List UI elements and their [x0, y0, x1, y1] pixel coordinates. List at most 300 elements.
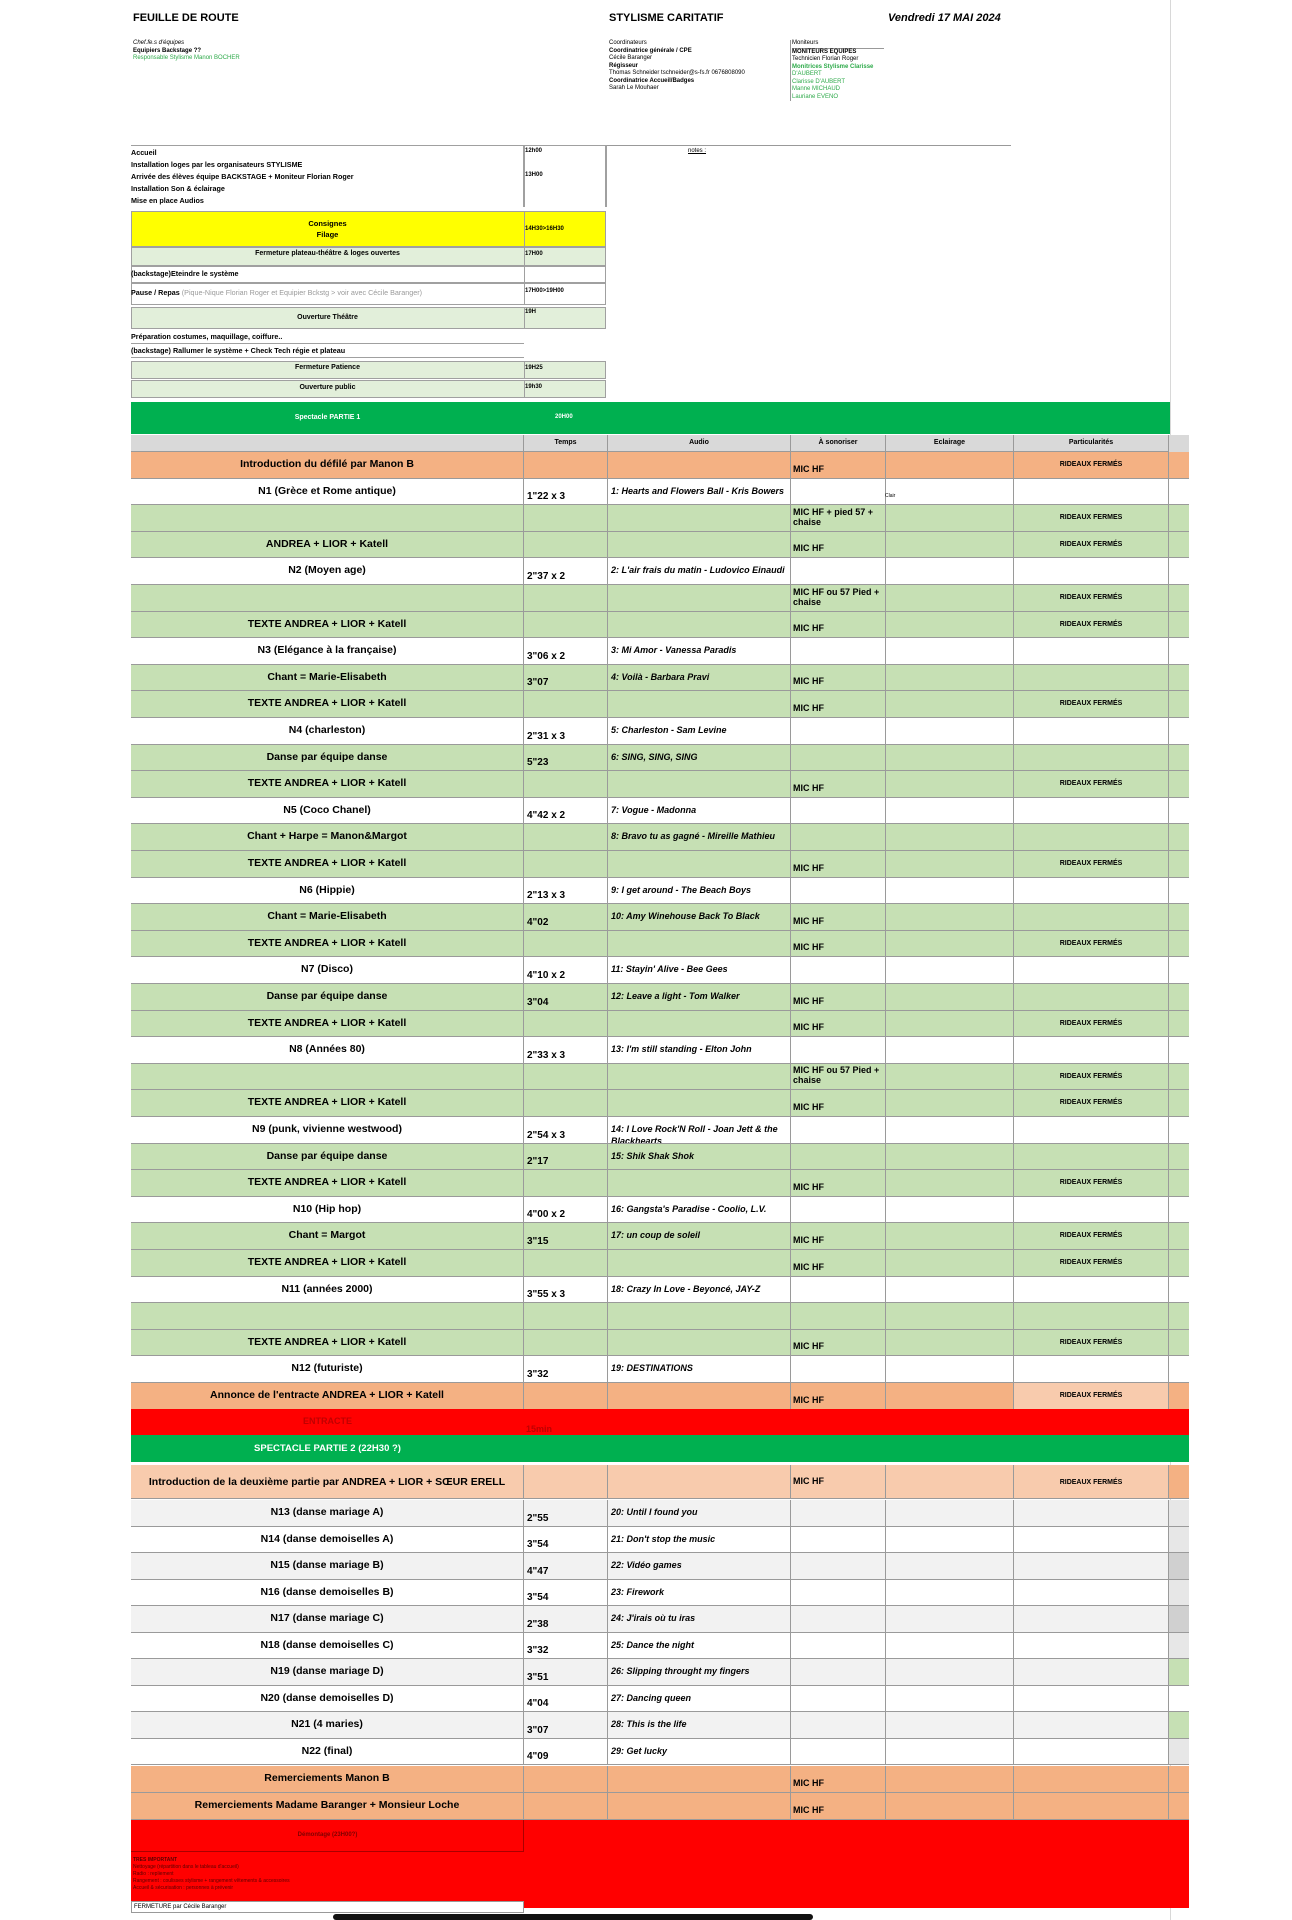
row-time [524, 1090, 608, 1117]
row-audio-text: 19: DESTINATIONS [611, 1363, 693, 1373]
row-title-text: N22 (final) [301, 1745, 353, 1757]
row-particularites-text: RIDEAUX FERMÉS [1059, 1073, 1123, 1080]
row-title-text: Danse par équipe danse [266, 751, 388, 763]
row-eclairage [886, 1383, 1014, 1410]
row-title-text: Annonce de l'entracte ANDREA + LIOR + Katell [210, 1389, 444, 1401]
row-title [131, 904, 524, 931]
row-time [524, 1766, 608, 1793]
row-time [524, 1606, 608, 1633]
row-title-text: N20 (danse demoiselles D) [260, 1692, 394, 1704]
pre-schedule-time: 12h00 [525, 148, 543, 154]
row-sonoriser [791, 585, 886, 612]
row-extra [1169, 1330, 1189, 1356]
row-particularites-text: RIDEAUX FERMÉS [1059, 594, 1123, 601]
row-title [131, 665, 524, 691]
row-particularites-text [1014, 1303, 1168, 1312]
row-sonoriser [791, 558, 886, 585]
row-audio [608, 1633, 791, 1659]
row-sonoriser-text: MIC HF [793, 623, 824, 633]
row-sonoriser [791, 1064, 886, 1090]
intro2-part-text: RIDEAUX FERMÉS [1059, 1479, 1123, 1486]
row-audio [608, 878, 791, 904]
row-eclairage [886, 691, 1014, 718]
row-sep [524, 266, 525, 283]
row-sonoriser [791, 1793, 886, 1820]
row-title [131, 1527, 524, 1553]
row-audio [608, 452, 791, 479]
row-title-text: TEXTE ANDREA + LIOR + Katell [247, 1176, 407, 1188]
row-particularites-text: RIDEAUX FERMÉS [1059, 1179, 1123, 1186]
row-sonoriser-text: MIC HF [793, 676, 824, 686]
row-time [524, 505, 608, 532]
table-row [131, 1686, 1189, 1712]
table-row [131, 718, 1189, 745]
row-eclairage [886, 984, 1014, 1011]
row-eclairage [886, 1606, 1014, 1633]
row-time-text: 4"02 [527, 917, 549, 928]
row-time [524, 1117, 608, 1144]
row-audio-text: 6: SING, SING, SING [611, 752, 698, 762]
row-time [524, 1793, 608, 1820]
row-sonoriser [791, 851, 886, 878]
row-title-text: N6 (Hippie) [299, 884, 355, 896]
row-particularites [1014, 718, 1169, 745]
table-row [131, 957, 1189, 984]
row-sonoriser [791, 1170, 886, 1197]
row-particularites-text [1014, 1356, 1168, 1365]
row-time-text: 3"15 [527, 1236, 549, 1247]
row-eclairage [886, 798, 1014, 824]
row-audio [608, 1383, 791, 1410]
row-title [131, 1197, 524, 1223]
row-particularites-text [1014, 1144, 1168, 1153]
row-audio [608, 824, 791, 851]
row-title [131, 1633, 524, 1659]
row-particularites-text: RIDEAUX FERMÉS [1059, 1259, 1123, 1266]
row-eclairage [886, 957, 1014, 984]
row-particularites [1014, 1277, 1169, 1303]
row-title [131, 984, 524, 1011]
intro2-extra [1169, 1465, 1189, 1499]
pause-label: Pause / Repas [131, 288, 180, 297]
row-particularites-text [1014, 718, 1168, 727]
row-audio [608, 612, 791, 638]
row-title [131, 1686, 524, 1712]
row-title-text: N16 (danse demoiselles B) [260, 1586, 394, 1598]
row-time [524, 452, 608, 479]
consignes-text [131, 218, 524, 240]
row-extra [1169, 1633, 1189, 1659]
row-time-text: 2"55 [527, 1513, 549, 1524]
row-eclairage [886, 532, 1014, 558]
row-time-text: 3"07 [527, 677, 549, 688]
row-time [524, 585, 608, 612]
row-sonoriser [791, 1712, 886, 1739]
row-sonoriser [791, 718, 886, 745]
row-sonoriser [791, 1383, 886, 1410]
coordinators-line: Coordinatrice Accueil/Badges [609, 77, 695, 84]
row-time-text: 3"06 x 2 [527, 651, 566, 662]
row-audio-text: 18: Crazy In Love - Beyoncé, JAY-Z [611, 1284, 761, 1294]
table-row [131, 532, 1189, 558]
row-sonoriser-text: MIC HF [793, 1778, 824, 1788]
row-eclairage [886, 1633, 1014, 1659]
intro2-title-text: Introduction de la deuxième partie par ANDREA + LIOR + SŒUR ERELL [148, 1476, 506, 1488]
row-particularites [1014, 931, 1169, 957]
pause-text [131, 288, 422, 297]
monitors-line: Clarisse D'AUBERT [792, 78, 846, 85]
fermeture-text: FERMETURE par Cécile Baranger [134, 1904, 227, 1910]
row-audio-text: 21: Don't stop the music [611, 1534, 716, 1544]
row-title [131, 452, 524, 479]
col-header-sonoriser: À sonoriser [791, 435, 886, 452]
row-time [524, 1223, 608, 1250]
table-row [131, 1739, 1189, 1765]
table-row [131, 1793, 1189, 1820]
table-row [131, 1011, 1189, 1037]
table-row [131, 878, 1189, 904]
row-extra [1169, 1144, 1189, 1170]
row-eclairage [886, 638, 1014, 665]
row-audio [608, 1277, 791, 1303]
row-sonoriser-text: MIC HF [793, 1235, 824, 1245]
row-sonoriser [791, 798, 886, 824]
row-extra [1169, 771, 1189, 798]
row-extra [1169, 1090, 1189, 1117]
row-title-text: TEXTE ANDREA + LIOR + Katell [247, 1336, 407, 1348]
row-extra [1169, 1527, 1189, 1553]
row-particularites [1014, 1712, 1169, 1739]
table-row [131, 558, 1189, 585]
row-time [524, 1527, 608, 1553]
row-title-text: N17 (danse mariage C) [270, 1612, 384, 1624]
col-header-temps: Temps [524, 435, 608, 452]
table-row [131, 1500, 1189, 1527]
row-audio [608, 1144, 791, 1170]
row-particularites [1014, 1686, 1169, 1712]
row-particularites [1014, 532, 1169, 558]
row-time [524, 798, 608, 824]
row-particularites [1014, 1633, 1169, 1659]
row-sonoriser [791, 1633, 886, 1659]
row-time [524, 1553, 608, 1580]
row-audio-text: 7: Vogue - Madonna [611, 805, 697, 815]
row-particularites [1014, 904, 1169, 931]
row-time [524, 1383, 608, 1410]
row-title-text: N5 (Coco Chanel) [283, 804, 371, 816]
row-title-text: N19 (danse mariage D) [270, 1665, 384, 1677]
row-title-text: N4 (charleston) [288, 724, 366, 736]
row-extra [1169, 745, 1189, 771]
row-audio [608, 1223, 791, 1250]
row-audio [608, 1527, 791, 1553]
row-time [524, 771, 608, 798]
row-particularites [1014, 851, 1169, 878]
row-sonoriser [791, 1356, 886, 1383]
row-extra [1169, 718, 1189, 745]
row-eclairage [886, 665, 1014, 691]
row-audio [608, 957, 791, 984]
row-sonoriser-text: MIC HF [793, 543, 824, 553]
row-time [524, 1250, 608, 1277]
row-extra [1169, 1356, 1189, 1383]
row-sonoriser-text: MIC HF ou 57 Pied + chaise [793, 1065, 880, 1085]
row-audio-text: 26: Slipping throught my fingers [611, 1666, 750, 1676]
row-title [131, 824, 524, 851]
ouverture-public-text: Ouverture public [299, 384, 356, 391]
row-extra [1169, 1011, 1189, 1037]
row-time-text: 4"09 [527, 1751, 549, 1762]
row-particularites-text: RIDEAUX FERMÉS [1059, 1020, 1123, 1027]
row-particularites-text [1014, 1037, 1168, 1046]
row-time-text: 2"17 [527, 1156, 549, 1167]
row-particularites-text: RIDEAUX FERMÉS [1059, 860, 1123, 867]
row-audio-text [608, 1011, 790, 1017]
consignes-time: 14H30>16H30 [525, 226, 564, 232]
row-extra [1169, 798, 1189, 824]
row-audio [608, 1793, 791, 1820]
row-title-text: TEXTE ANDREA + LIOR + Katell [247, 857, 407, 869]
row-audio-text: 23: Firework [611, 1587, 665, 1597]
row-audio [608, 1659, 791, 1686]
row-extra [1169, 452, 1189, 479]
row-audio-text: 25: Dance the night [611, 1640, 695, 1650]
pre-schedule-item: Installation Son & éclairage [131, 184, 225, 193]
table-row [131, 1170, 1189, 1197]
row-particularites [1014, 1250, 1169, 1277]
row-time [524, 1580, 608, 1606]
row-particularites [1014, 824, 1169, 851]
row-particularites-text [1014, 1277, 1168, 1286]
table-row [131, 638, 1189, 665]
row-particularites-text [1014, 1117, 1168, 1126]
row-title-text: Chant = Marie-Elisabeth [267, 671, 387, 683]
row-title-text: N18 (danse demoiselles C) [260, 1639, 394, 1651]
row-title-text: TEXTE ANDREA + LIOR + Katell [247, 1017, 407, 1029]
table-row [131, 771, 1189, 798]
row-particularites [1014, 771, 1169, 798]
table-row [131, 1553, 1189, 1580]
team-leads-label: Chef.fe.s d'équipes [133, 40, 185, 46]
row-eclairage [886, 1712, 1014, 1739]
row-particularites [1014, 1766, 1169, 1793]
row-audio-text: 1: Hearts and Flowers Ball - Kris Bowers [611, 486, 785, 496]
row-title [131, 479, 524, 505]
row-title [131, 1170, 524, 1197]
row-title [131, 1037, 524, 1064]
pre-schedule-sep [606, 145, 607, 207]
row-sonoriser [791, 1580, 886, 1606]
row-time-text: 2"38 [527, 1619, 549, 1630]
monitors-label: Moniteurs [792, 40, 884, 49]
table-row [131, 1527, 1189, 1553]
row-audio-text: 2: L'air frais du matin - Ludovico Einaudi [611, 565, 785, 575]
table-row [131, 1037, 1189, 1064]
row-audio-text: 11: Stayin' Alive - Bee Gees [611, 964, 728, 974]
row-audio-text [608, 931, 790, 937]
fermeture-patience-text: Fermeture Patience [295, 364, 360, 371]
row-extra [1169, 1606, 1189, 1633]
row-time-text: 4"00 x 2 [527, 1209, 566, 1220]
row-sonoriser [791, 1527, 886, 1553]
coordinators-label: Coordinateurs [609, 40, 647, 46]
row-eclairage [886, 1686, 1014, 1712]
team-leads-line: Responsable Stylisme Manon BOCHER [133, 55, 240, 61]
row-title-text: TEXTE ANDREA + LIOR + Katell [247, 777, 407, 789]
table-row [131, 1356, 1189, 1383]
row-audio [608, 1500, 791, 1527]
row-audio [608, 1553, 791, 1580]
row-audio [608, 1090, 791, 1117]
row-sonoriser [791, 1766, 886, 1793]
row-particularites-text: RIDEAUX FERMÉS [1059, 461, 1123, 468]
row-audio [608, 1356, 791, 1383]
row-audio [608, 1330, 791, 1356]
col-header-audio: Audio [608, 435, 791, 452]
row-time [524, 1197, 608, 1223]
row-time [524, 878, 608, 904]
row-audio-text: 9: I get around - The Beach Boys [611, 885, 752, 895]
monitors-line: Lauriane EVENO [792, 93, 839, 100]
table-row [131, 1303, 1189, 1330]
row-particularites [1014, 558, 1169, 585]
row-particularites [1014, 452, 1169, 479]
row-audio [608, 718, 791, 745]
row-particularites [1014, 1064, 1169, 1090]
row-audio-text: 13: I'm still standing - Elton John [611, 1044, 752, 1054]
row-audio-text: 3: Mi Amor - Vanessa Paradis [611, 645, 737, 655]
row-time-text: 3"32 [527, 1645, 549, 1656]
table-row [131, 1223, 1189, 1250]
row-audio [608, 1580, 791, 1606]
row-eclairage [886, 931, 1014, 957]
row-particularites [1014, 585, 1169, 612]
row-sonoriser-text: MIC HF [793, 1182, 824, 1192]
row-audio [608, 931, 791, 957]
notes-label: notes : [688, 148, 707, 154]
row-extra [1169, 479, 1189, 505]
row-sonoriser [791, 1330, 886, 1356]
intro2-row [131, 1465, 1189, 1499]
row-extra [1169, 904, 1189, 931]
row-sonoriser [791, 1659, 886, 1686]
row-time-text: 2"37 x 2 [527, 571, 566, 582]
intro2-title [131, 1465, 524, 1499]
coordinators-block [609, 40, 745, 93]
row-particularites [1014, 1117, 1169, 1144]
row-time-text: 1"22 x 3 [527, 491, 566, 502]
row-title-text [131, 1064, 523, 1070]
pause-time: 17H00>19H00 [525, 288, 564, 294]
row-title [131, 745, 524, 771]
row-particularites-text [1014, 878, 1168, 887]
row-title [131, 505, 524, 532]
row-title [131, 851, 524, 878]
row-extra [1169, 1793, 1189, 1820]
row-title-text: N9 (punk, vivienne westwood) [252, 1123, 402, 1135]
table-row [131, 798, 1189, 824]
row-time-text: 4"04 [527, 1698, 549, 1709]
row-sonoriser-text: MIC HF [793, 464, 824, 474]
row-particularites-text: RIDEAUX FERMÉS [1059, 780, 1123, 787]
row-audio [608, 1250, 791, 1277]
row-title [131, 931, 524, 957]
row-title [131, 1553, 524, 1580]
row-sonoriser-text: MIC HF [793, 1102, 824, 1112]
row-particularites [1014, 1144, 1169, 1170]
row-time-text: 4"42 x 2 [527, 810, 566, 821]
row-sonoriser [791, 1686, 886, 1712]
row-particularites [1014, 1383, 1169, 1410]
row-sonoriser [791, 904, 886, 931]
row-title [131, 612, 524, 638]
intro2-son [791, 1465, 886, 1499]
row-title [131, 771, 524, 798]
row-audio-text: 22: Vidéo games [611, 1560, 682, 1570]
row-sonoriser-text: MIC HF [793, 942, 824, 952]
row-time [524, 1356, 608, 1383]
row-audio [608, 1170, 791, 1197]
row-particularites-text: RIDEAUX FERMES [1059, 514, 1123, 521]
row-audio-text [608, 1303, 790, 1309]
table-row [131, 824, 1189, 851]
table-row [131, 1659, 1189, 1686]
row-extra [1169, 824, 1189, 851]
row-audio-text [608, 612, 790, 618]
table-row [131, 1606, 1189, 1633]
fermeture-plateau-text: Fermeture plateau-théâtre & loges ouvertes [255, 250, 400, 257]
table-row [131, 1330, 1189, 1356]
row-particularites-text: RIDEAUX FERMÉS [1059, 1099, 1123, 1106]
row-title-text: Remerciements Madame Baranger + Monsieur Loche [194, 1799, 460, 1811]
row-audio [608, 638, 791, 665]
row-particularites [1014, 745, 1169, 771]
row-sonoriser-text: MIC HF [793, 916, 824, 926]
row-particularites [1014, 1606, 1169, 1633]
row-time-text: 2"54 x 3 [527, 1130, 566, 1141]
row-particularites-text [1014, 957, 1168, 966]
coordinators-line: Régisseur [609, 62, 639, 69]
row-time [524, 718, 608, 745]
row-eclairage [886, 1553, 1014, 1580]
table-row [131, 1766, 1189, 1793]
row-title [131, 585, 524, 612]
row-sonoriser [791, 1250, 886, 1277]
row-title-text: ANDREA + LIOR + Katell [265, 538, 389, 550]
row-sonoriser-text: MIC HF [793, 783, 824, 793]
row-audio-text: 12: Leave a light - Tom Walker [611, 991, 740, 1001]
row-extra [1169, 1659, 1189, 1686]
row-particularites [1014, 878, 1169, 904]
table-row [131, 1633, 1189, 1659]
row-particularites [1014, 1659, 1169, 1686]
row-title-text: N2 (Moyen age) [288, 564, 366, 576]
row-title-text: TEXTE ANDREA + LIOR + Katell [247, 1096, 407, 1108]
row-sonoriser [791, 1606, 886, 1633]
pause-note: (Pique-Nique Florian Roger et Equipier Bckstg > voir avec Cécile Baranger) [181, 288, 423, 297]
row-title-text: N13 (danse mariage A) [270, 1506, 384, 1518]
row-time-text: 3"04 [527, 997, 549, 1008]
row-title [131, 1011, 524, 1037]
col-header-particularites: Particularités [1014, 435, 1169, 452]
row-particularites [1014, 479, 1169, 505]
row-particularites-text [1014, 904, 1168, 913]
row-title-text: N8 (Années 80) [289, 1043, 365, 1055]
row-eclairage [886, 1580, 1014, 1606]
ouverture-theatre-time: 19H [525, 309, 537, 315]
row-title [131, 1223, 524, 1250]
row-particularites [1014, 1739, 1169, 1765]
